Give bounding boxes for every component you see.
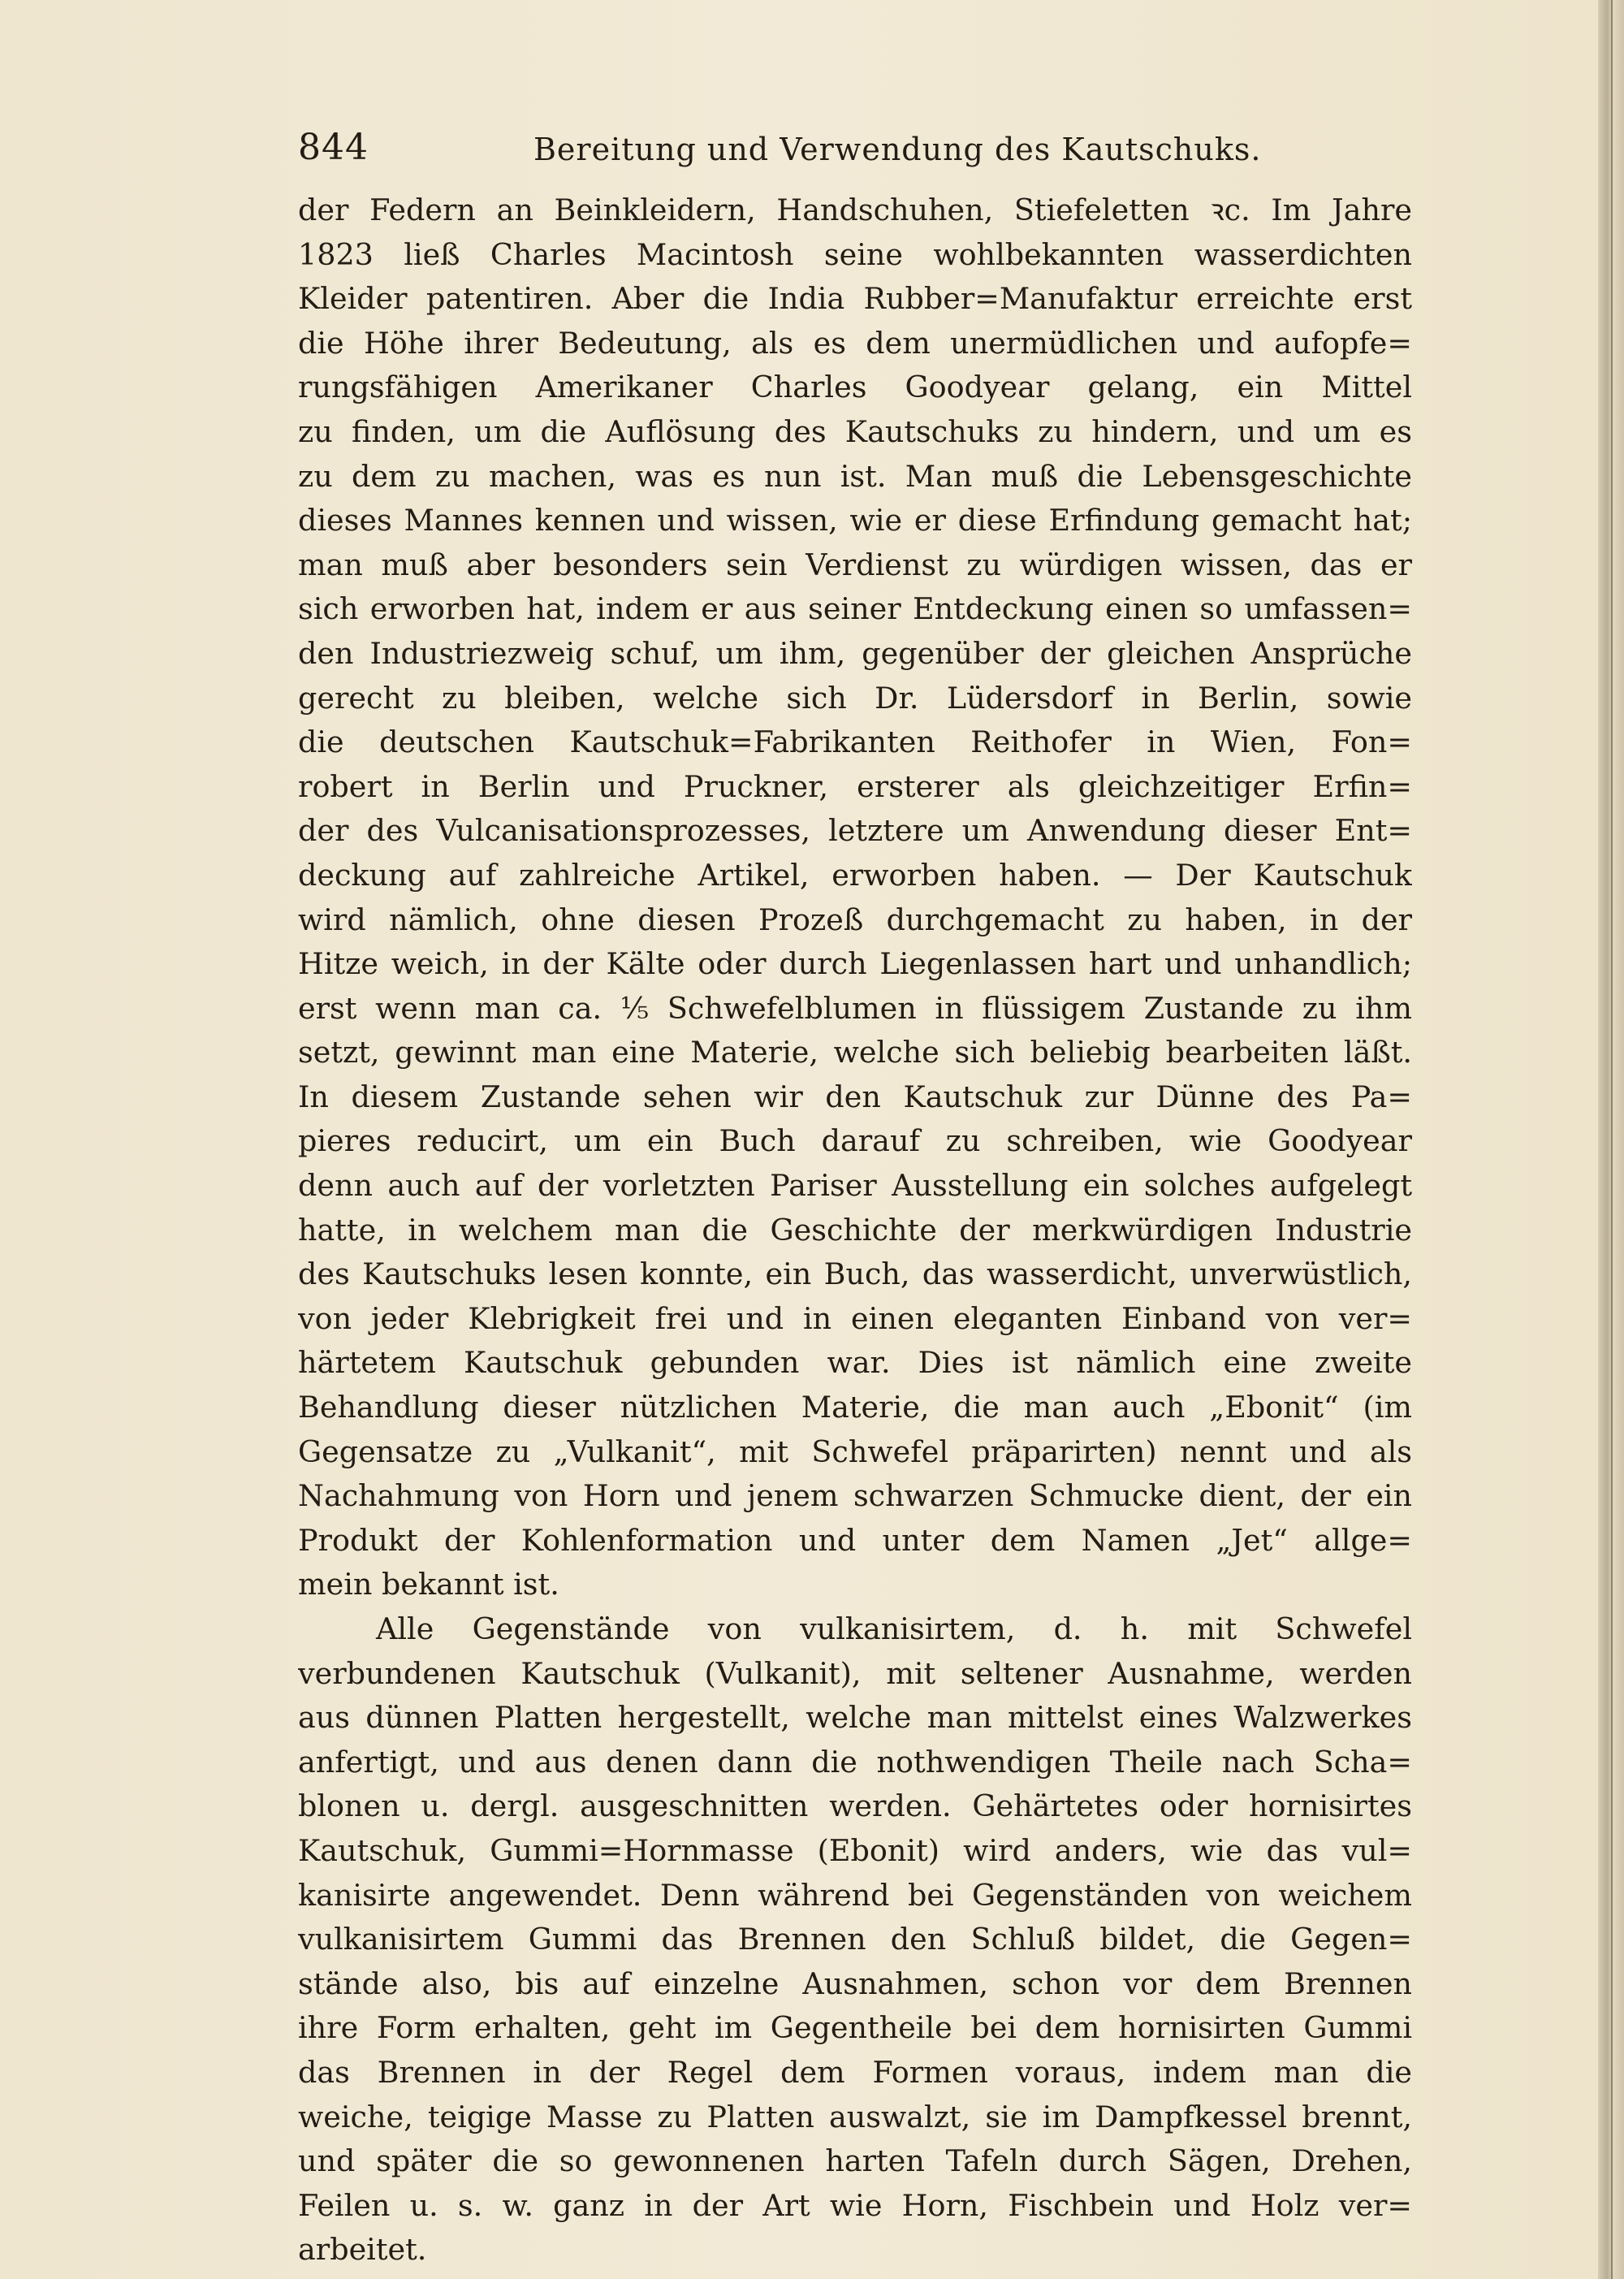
text-line: Hitze weich, in der Kälte oder durch Liegenlassen hart und unhandlich; xyxy=(298,946,1412,982)
text-line: stände also, bis auf einzelne Ausnahmen, schon vor dem Brennen xyxy=(298,1965,1412,2001)
text-line: robert in Berlin und Pruckner, ersterer als gleichzeitiger Erfin= xyxy=(298,768,1412,804)
text-line: die Höhe ihrer Bedeutung, als es dem unermüdlichen und aufopfe= xyxy=(298,325,1412,361)
text-line: dieses Mannes kennen und wissen, wie er diese Erfindung gemacht hat; xyxy=(298,503,1412,538)
page-header xyxy=(298,122,1410,179)
text-line: Gegensatze zu „Vulkanit“, mit Schwefel präparirten) nennt und als xyxy=(298,1434,1412,1469)
text-line: man muß aber besonders sein Verdienst zu würdigen wissen, das er xyxy=(298,547,1412,582)
text-line: kanisirte angewendet. Denn während bei Gegenständen von weichem xyxy=(298,1877,1412,1913)
text-line: verbundenen Kautschuk (Vulkanit), mit seltener Ausnahme, werden xyxy=(298,1655,1412,1691)
text-line: Kautschuk, Gummi=Hornmasse (Ebonit) wird anders, wie das vul= xyxy=(298,1832,1412,1868)
text-line: sich erworben hat, indem er aus seiner Entdeckung einen so umfassen= xyxy=(298,591,1412,627)
text-line: gerecht zu bleiben, welche sich Dr. Lüdersdorf in Berlin, sowie xyxy=(298,680,1412,716)
text-line: erst wenn man ca. ⅕ Schwefelblumen in flüssigem Zustande zu ihm xyxy=(298,990,1412,1026)
text-line: denn auch auf der vorletzten Pariser Ausstellung ein solches aufgelegt xyxy=(298,1168,1412,1204)
text-line: Kleider patentiren. Aber die India Rubber=Manufaktur erreichte erst xyxy=(298,281,1412,317)
text-line: deckung auf zahlreiche Artikel, erworben haben. — Der Kautschuk xyxy=(298,857,1412,893)
text-line: härtetem Kautschuk gebunden war. Dies ist nämlich eine zweite xyxy=(298,1345,1412,1381)
text-line: wird nämlich, ohne diesen Prozeß durchgemacht zu haben, in der xyxy=(298,902,1412,937)
text-line: 1823 ließ Charles Macintosh seine wohlbekannten wasserdichten xyxy=(298,236,1412,272)
text-line: Nachahmung von Horn und jenem schwarzen Schmucke dient, der ein xyxy=(298,1478,1412,1514)
text-line: zu dem zu machen, was es nun ist. Man muß die Lebensgeschichte xyxy=(298,458,1412,494)
text-line: den Industriezweig schuf, um ihm, gegenüber der gleichen Ansprüche xyxy=(298,635,1412,671)
text-line: mein bekannt ist. xyxy=(298,1567,559,1602)
text-line: von jeder Klebrigkeit frei und in einen eleganten Einband von ver= xyxy=(298,1300,1412,1336)
text-line: setzt, gewinnt man eine Materie, welche sich beliebig bearbeiten läßt. xyxy=(298,1035,1412,1070)
text-line: Behandlung dieser nützlichen Materie, die man auch „Ebonit“ (im xyxy=(298,1390,1412,1425)
text-line: des Kautschuks lesen konnte, ein Buch, das wasserdicht, unverwüstlich, xyxy=(298,1256,1412,1292)
text-line: die deutschen Kautschuk=Fabrikanten Reithofer in Wien, Fon= xyxy=(298,724,1412,760)
text-line: In diesem Zustande sehen wir den Kautschuk zur Dünne des Pa= xyxy=(298,1079,1412,1114)
text-line: weiche, teigige Masse zu Platten auswalzt, sie im Dampfkessel brennt, xyxy=(298,2099,1412,2134)
page-edge-line xyxy=(1611,0,1613,2279)
text-line: zu finden, um die Auflösung des Kautschuks zu hindern, und um es xyxy=(298,413,1412,449)
body-text xyxy=(298,188,1412,2273)
page-number: 844 xyxy=(298,127,369,168)
text-line: Alle Gegenstände von vulkanisirtem, d. h. mit Schwefel xyxy=(376,1611,1412,1646)
text-line: vulkanisirtem Gummi das Brennen den Schluß bildet, die Gegen= xyxy=(298,1922,1412,1957)
text-line: blonen u. dergl. ausgeschnitten werden. Gehärtetes oder hornisirtes xyxy=(298,1788,1412,1824)
running-title: Bereitung und Verwendung des Kautschuks. xyxy=(533,132,1262,167)
text-line: ihre Form erhalten, geht im Gegentheile bei dem hornisirten Gummi xyxy=(298,2010,1412,2046)
text-line: aus dünnen Platten hergestellt, welche man mittelst eines Walzwerkes xyxy=(298,1700,1412,1736)
text-line: anfertigt, und aus denen dann die nothwendigen Theile nach Scha= xyxy=(298,1744,1412,1780)
text-line: pieres reducirt, um ein Buch darauf zu schreiben, wie Goodyear xyxy=(298,1123,1412,1159)
text-line: arbeitet. xyxy=(298,2232,427,2268)
text-line: hatte, in welchem man die Geschichte der merkwürdigen Industrie xyxy=(298,1212,1412,1248)
text-line: das Brennen in der Regel dem Formen voraus, indem man die xyxy=(298,2054,1412,2090)
text-line: Produkt der Kohlenformation und unter dem Namen „Jet“ allge= xyxy=(298,1522,1412,1558)
text-line: rungsfähigen Amerikaner Charles Goodyear gelang, ein Mittel xyxy=(298,370,1412,405)
text-line: der Federn an Beinkleidern, Handschuhen, Stiefeletten ꝛc. Im Jahre xyxy=(298,192,1412,227)
text-line: Feilen u. s. w. ganz in der Art wie Horn, Fischbein und Holz ver= xyxy=(298,2187,1412,2223)
text-line: der des Vulcanisationsprozesses, letztere um Anwendung dieser Ent= xyxy=(298,813,1412,849)
text-line: und später die so gewonnenen harten Tafeln durch Sägen, Drehen, xyxy=(298,2143,1412,2179)
